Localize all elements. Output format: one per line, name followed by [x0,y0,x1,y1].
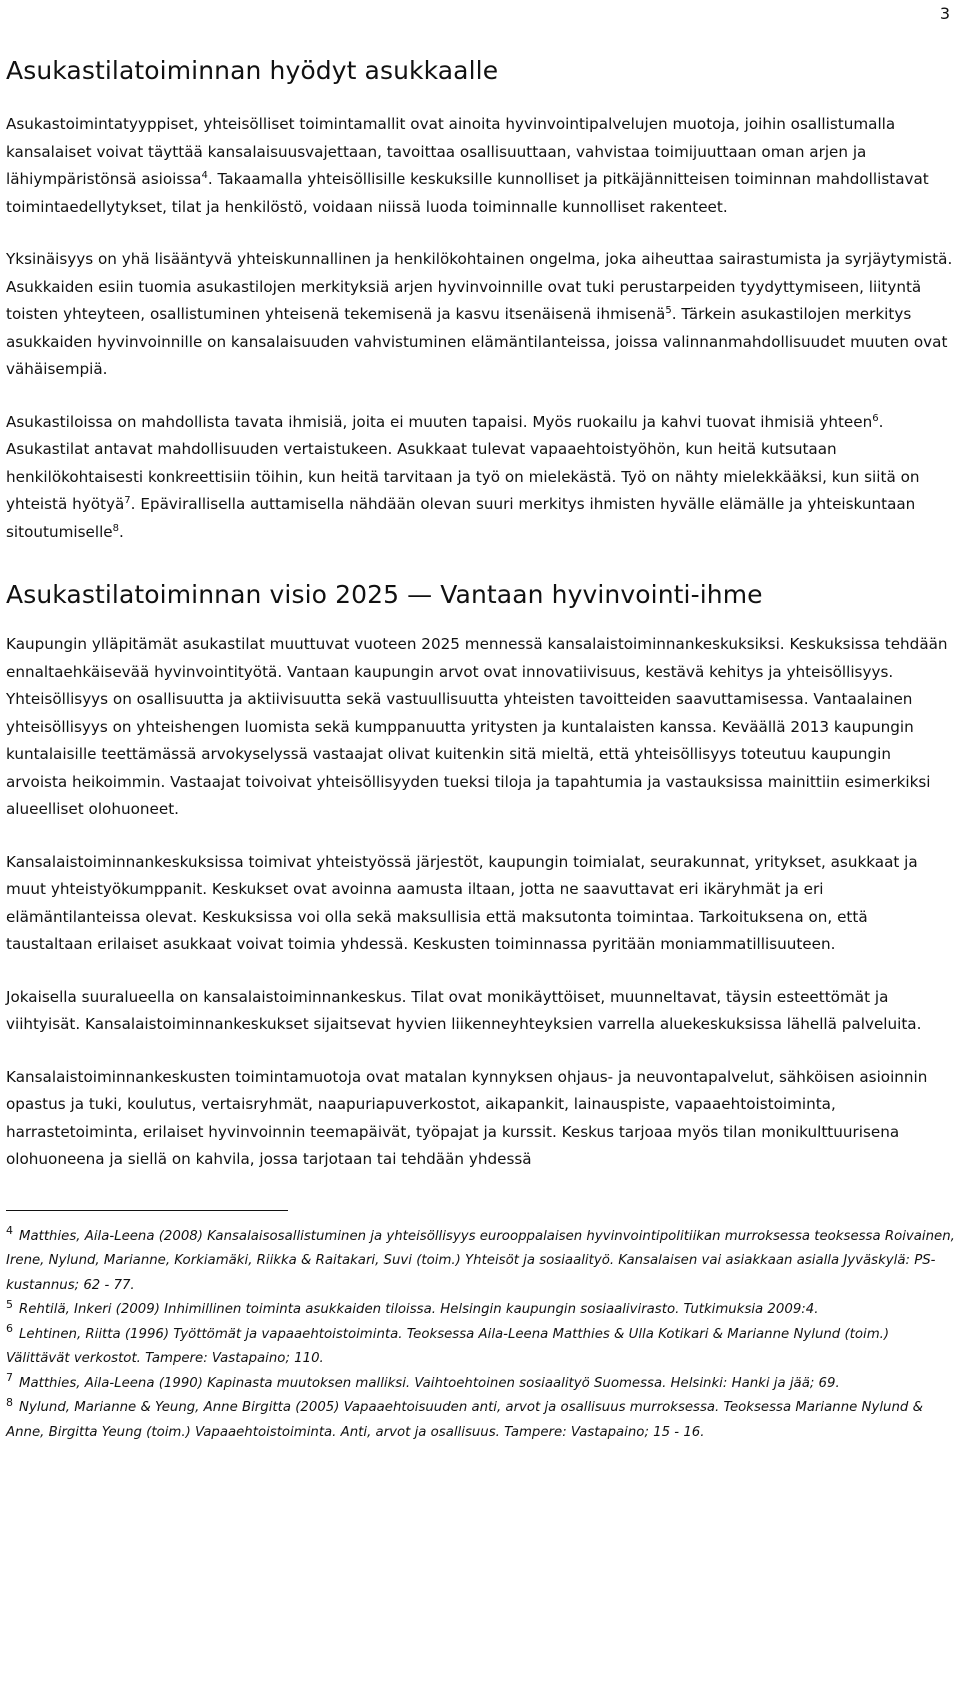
footnote-8 [6,1396,956,1445]
footnote-number: 5 [6,1297,13,1311]
footnote-number: 4 [6,1224,13,1238]
section-heading-vision: Asukastilatoiminnan visio 2025 — Vantaan hyvinvointi-ihme [6,580,763,609]
paragraph-4: Kaupungin ylläpitämät asukastilat muuttuvat vuoteen 2025 mennessä kansalaistoiminnankeskuksiksi. Keskuksissa tehdään ennaltaehkäisevää hyvinvointityötä. Vantaan kaupungin arvot ovat innovatiivisuus, kestävä kehitys ja yhteisöllisyys. Yhteisöllisyys on osallisuutta ja aktiivisuutta sekä vastuullisuutta yhteisten tavoitteiden saavuttamisessa. Vantaalainen yhteisöllisyys on yhteishengen luomista sekä kumppanuutta yritysten ja kuntalaisten kanssa. Keväällä 2013 kaupungin kuntalaisille teettämässä arvokyselyssä vastaajat olivat kuitenkin sitä mieltä, että yhteisöllisyys toteutuu kaupungin arvoista heikoimmin. Vastaajat toivoivat yhteisöllisyyden tueksi tiloja ja tapahtumia ja vastauksissa mainittiin esimerkiksi alueelliset olohuoneet. [6,635,948,818]
footnotes [6,1225,956,1446]
paragraph-text: . Tärkein asukastilojen merkitys asukkaiden hyvinvoinnille on kansalaisuuden vahvistuminen elämäntilanteissa, joissa valinnanmahdollisuudet muuten ovat vähäisempiä. [6,305,948,378]
footnote-number: 8 [6,1395,13,1409]
footnote-6 [6,1323,956,1372]
footnote-text: Nylund, Marianne & Yeung, Anne Birgitta (2005) Vapaaehtoisuuden anti, arvot ja osallisuus murroksessa. Teoksessa Marianne Nylund & Anne, Birgitta Yeung (toim.) Vapaaehtoistoiminta. Anti, arvot ja osallisuus. Tampere: Vastapaino; 15 - 16. [6,1400,923,1440]
paragraph-2 [6,246,956,384]
footnote-text: Matthies, Aila-Leena (1990) Kapinasta muutoksen malliksi. Vaihtoehtoinen sosiaalityö Suomessa. Helsinki: Hanki ja jää; 69. [19,1375,840,1391]
footnote-ref-4[interactable]: 4 [201,169,208,181]
paragraph-1 [6,111,956,221]
paragraph-3 [6,409,956,547]
paragraph-text: . Takaamalla yhteisöllisille keskuksille kunnolliset ja pitkäjännitteisen toiminnan mahdollistavat toimintaedellytykset, tilat ja henkilöstö, voidaan niissä luoda toiminnalle kunnolliset rakenteet. [6,170,929,216]
paragraph-text: . Epävirallisella auttamisella nähdään olevan suuri merkitys ihmisten hyvälle elämälle ja yhteiskuntaan sitoutumiselle [6,495,916,541]
footnote-text: Rehtilä, Inkeri (2009) Inhimillinen toiminta asukkaiden tiloissa. Helsingin kaupungin sosiaalivirasto. Tutkimuksia 2009:4. [19,1302,819,1317]
paragraph-5: Kansalaistoiminnankeskuksissa toimivat yhteistyössä järjestöt, kaupungin toimialat, seurakunnat, yritykset, asukkaat ja muut yhteistyökumppanit. Keskukset ovat avoinna aamusta iltaan, jotta ne saavuttavat eri ikäryhmät ja eri elämäntilanteissa olevat. Keskuksissa voi olla sekä maksullisia että maksutonta toimintaa. Tarkoituksena on, että taustaltaan erilaiset asukkaat voivat toimia yhdessä. Keskusten toiminnassa pyritään moniammatillisuuteen. [6,852,918,953]
footnote-divider [6,1210,288,1211]
footnote-number: 7 [6,1371,13,1385]
footnote-text: Lehtinen, Riitta (1996) Työttömät ja vapaaehtoistoiminta. Teoksessa Aila-Leena Matthies & Ulla Kotikari & Marianne Nylund (toim.) Välittävät verkostot. Tampere: Vastapaino; 110. [6,1326,890,1366]
paragraph-text: Asukastoimintatyyppiset, yhteisölliset toimintamallit ovat ainoita hyvinvointipalvelujen muotoja, joihin osallistumalla kansalaiset voivat täyttää kansalaisuusvajettaan, tavoittaa osallisuuttaan, vahvistaa toimijuuttaan oman arjen ja lähiympäristönsä asioissa [6,115,896,188]
paragraph-text: Yksinäisyys on yhä lisääntyvä yhteiskunnallinen ja henkilökohtainen ongelma, joka aiheuttaa sairastumista ja syrjäytymistä. Asukkaiden esiin tuomia asukastilojen merkityksiä arjen hyvinvoinnille ovat tuki perustarpeiden tyydyttymiseen, liityntä toisten yhteyteen, osallistuminen yhteisenä tekemisenä ja kasvu itsenäisenä ihmisenä [6,250,953,323]
footnote-text: Matthies, Aila-Leena (2008) Kansalaisosallistuminen ja yhteisöllisyys eurooppalaisen hyvinvointipolitiikan murroksessa teoksessa Roivainen, Irene, Nylund, Marianne, Korkiamäki, Riikka & Raitakari, Suvi (toim.) Yhteisöt ja sosiaalityö. Kansalaisen vai asiakkaan asialla Jyväskylä: PS-kustannus; 62 - 77. [6,1228,955,1293]
footnote-ref-5[interactable]: 5 [665,304,672,316]
footnote-7 [6,1372,956,1397]
footnote-4 [6,1225,956,1299]
paragraph-text: Asukastiloissa on mahdollista tavata ihmisiä, joita ei muuten tapaisi. Myös ruokailu ja kahvi tuovat ihmisiä yhteen [6,412,873,431]
page-content [6,26,956,1445]
paragraph-text: . Asukastilat antavat mahdollisuuden vertaistukeen. Asukkaat tulevat vapaaehtoistyöhön, kun heitä kutsutaan henkilökohtaisesti konkreettisiin töihin, kun heitä tarvitaan ja työ on mielekästä. Työ on nähty mielekkääksi, kun siitä on yhteistä hyötyä [6,412,920,513]
paragraph-text: . [119,522,124,541]
footnote-number: 6 [6,1322,13,1336]
footnote-ref-7[interactable]: 7 [124,494,131,506]
section-heading-benefits: Asukastilatoiminnan hyödyt asukkaalle [6,56,499,85]
footnote-ref-8[interactable]: 8 [112,522,120,534]
page-number: 3 [939,4,950,23]
paragraph-6: Jokaisella suuralueella on kansalaistoiminnankeskus. Tilat ovat monikäyttöiset, muunneltavat, täysin esteettömät ja viihtyisät. Kansalaistoiminnankeskukset sijaitsevat hyvien liikenneyhteyksien varrella aluekeskuksissa lähellä palveluita. [6,987,922,1033]
footnote-ref-6[interactable]: 6 [872,412,879,424]
paragraph-7: Kansalaistoiminnankeskusten toimintamuotoja ovat matalan kynnyksen ohjaus- ja neuvontapalvelut, sähköisen asioinnin opastus ja tuki, koulutus, vertaisryhmät, naapuriapuverkostot, aikapankit, lainauspiste, vapaaehtoistoiminta, harrastetoiminta, erilaiset hyvinvoinnin teemapäivät, työpajat ja kurssit. Keskus tarjoaa myös tilan monikulttuurisena olohuoneena ja siellä on kahvila, jossa tarjotaan tai tehdään yhdessä [6,1067,928,1168]
footnote-5 [6,1298,956,1323]
